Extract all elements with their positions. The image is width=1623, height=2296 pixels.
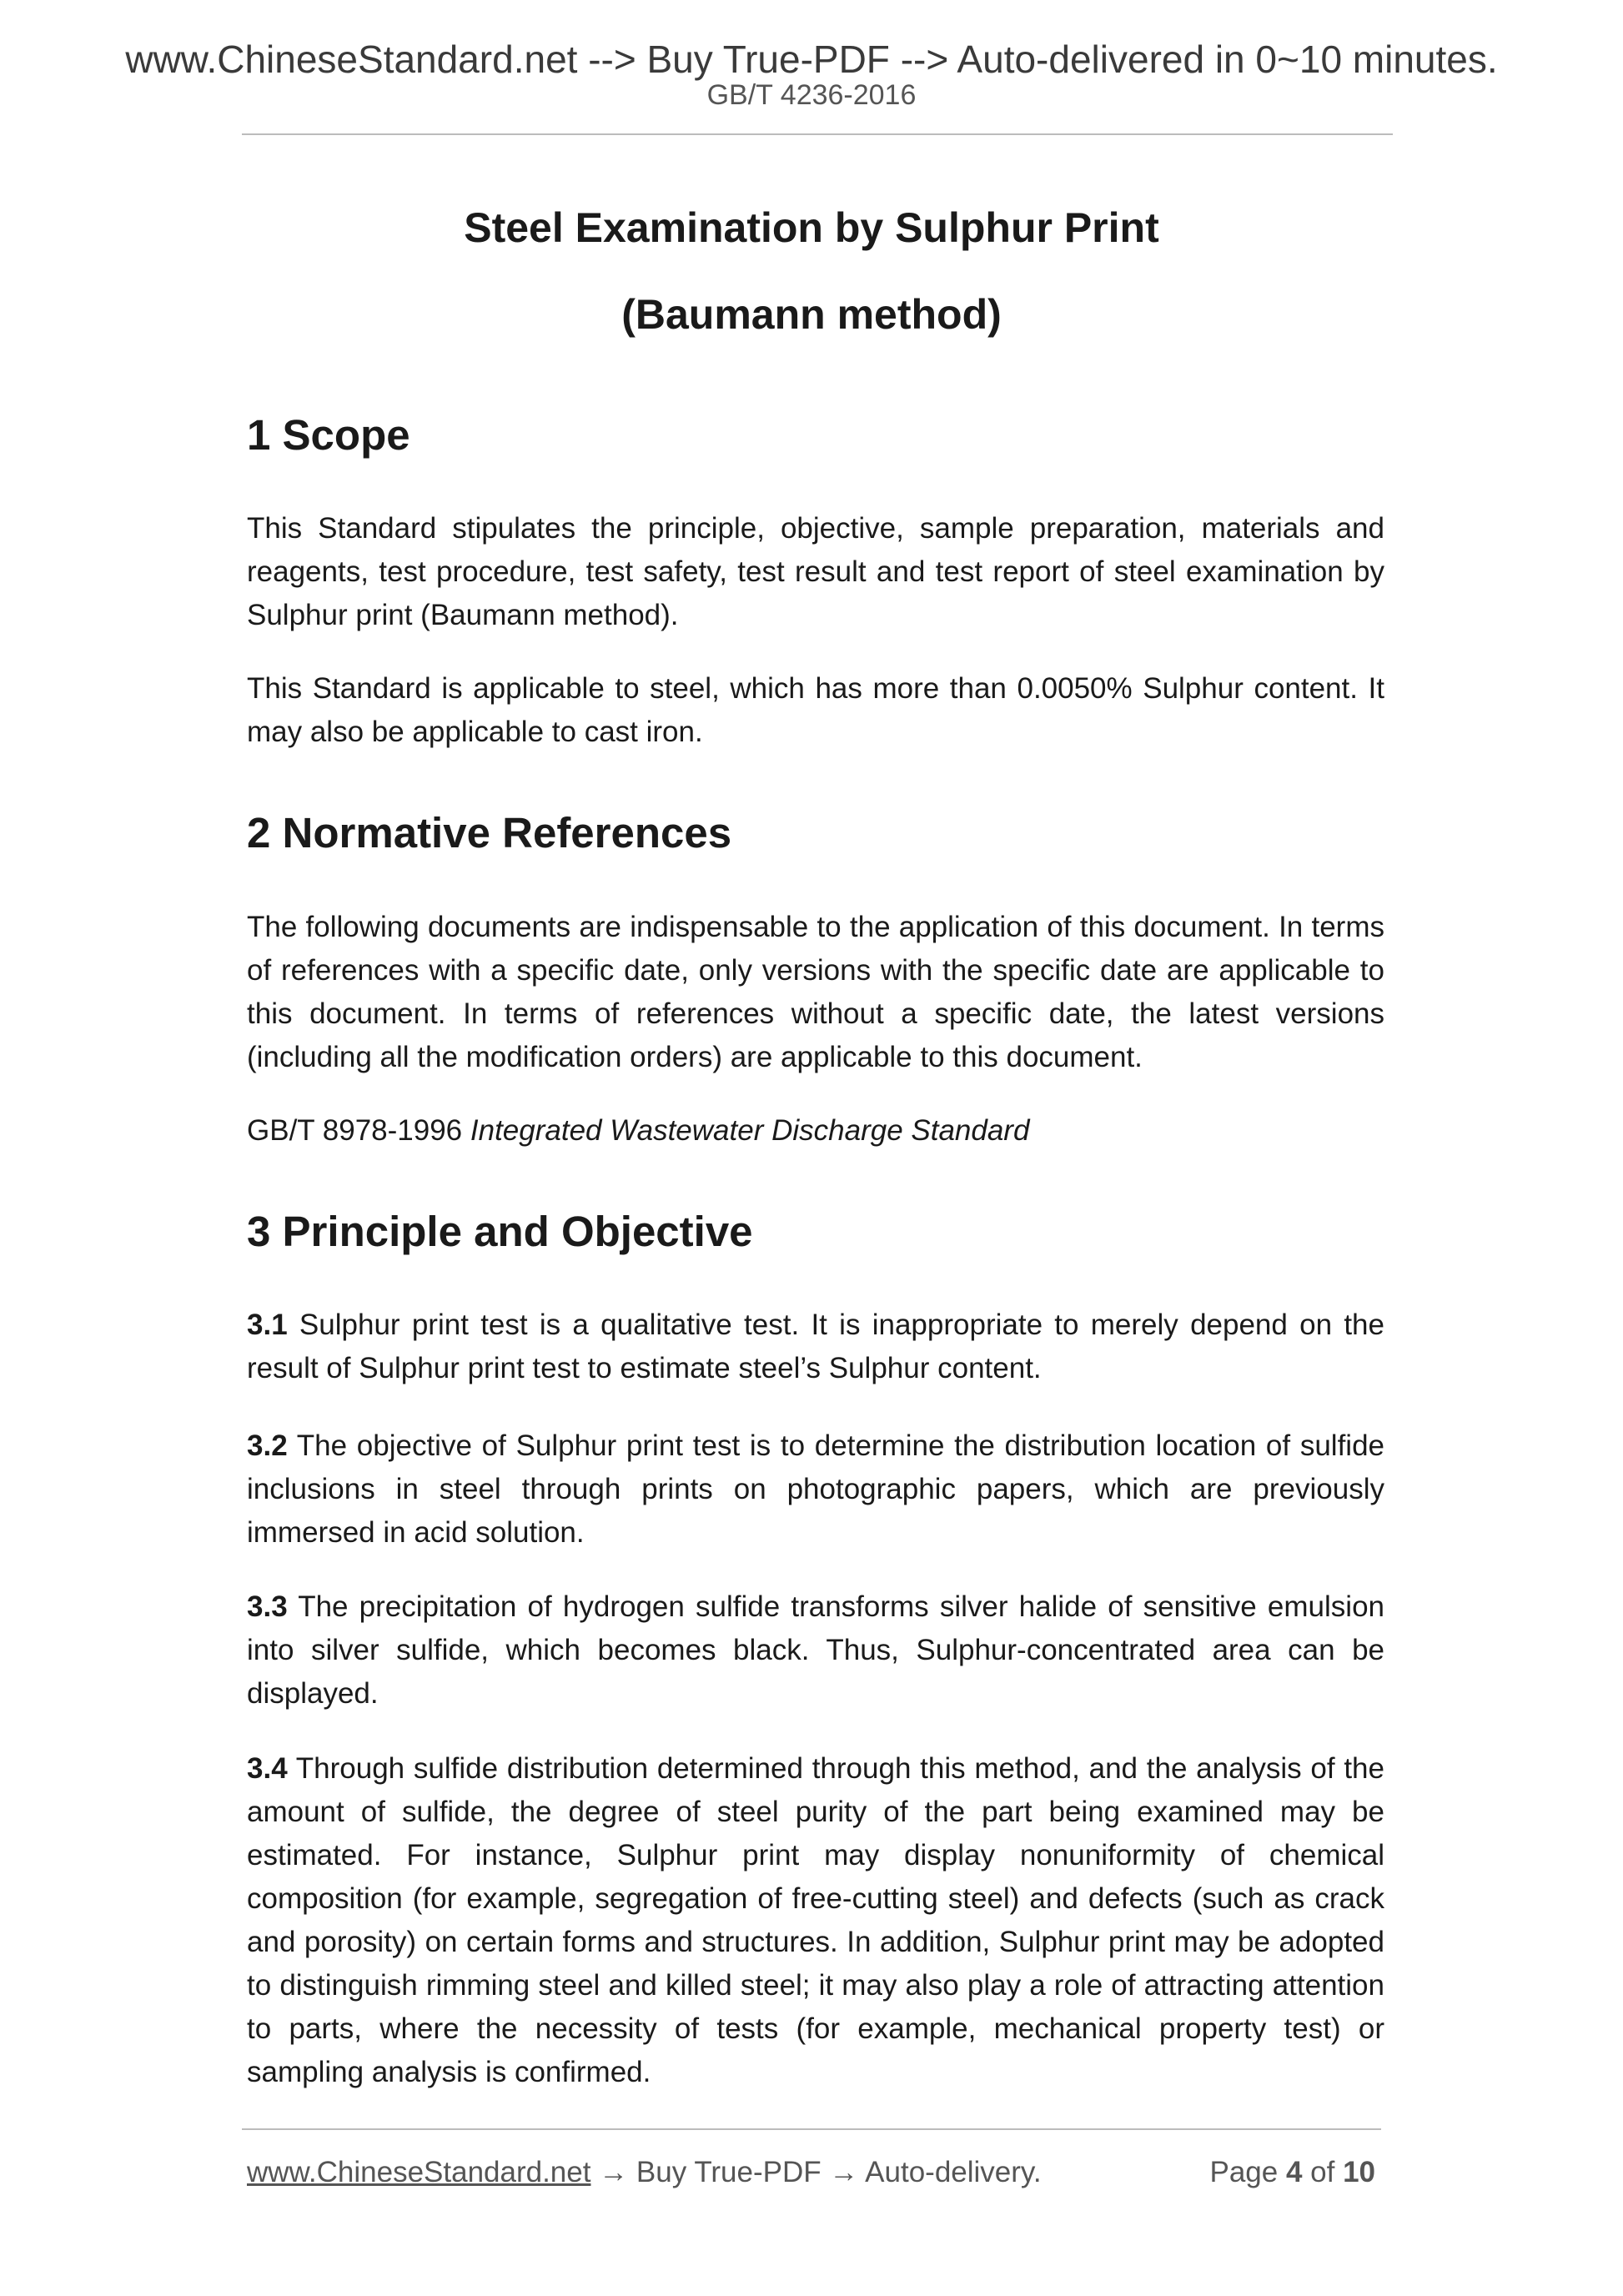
section-principle xyxy=(247,1210,1384,1253)
normative-paragraph-wrap xyxy=(247,906,1384,1079)
clause-number: 3.1 xyxy=(247,1309,288,1341)
clause-3-2 xyxy=(247,1424,1384,1555)
document-title: Steel Examination by Sulphur Print xyxy=(464,204,1159,251)
clause-number: 3.3 xyxy=(247,1590,288,1623)
scope-paragraph-1-wrap xyxy=(247,507,1384,637)
footer-divider xyxy=(242,2128,1381,2130)
header-banner: www.ChineseStandard.net --> Buy True-PDF --> Auto-delivered in 0~10 minutes. xyxy=(125,38,1498,81)
clause-3-1 xyxy=(247,1304,1384,1390)
section-heading-normative: 2 Normative References xyxy=(247,809,732,857)
reference-code: GB/T 8978-1996 xyxy=(247,1114,470,1147)
page-number: 4 xyxy=(1285,2156,1303,2188)
clause-number: 3.2 xyxy=(247,1429,288,1462)
clause-number: 3.4 xyxy=(247,1752,288,1785)
section-heading-principle: 3 Principle and Objective xyxy=(247,1208,753,1255)
standard-code: GB/T 4236-2016 xyxy=(706,79,917,111)
clause-text: Through sulfide distribution determined through this method, and the analysis of the amount of sulfide, the degree of steel purity of the part being examined may be estimated. For instance, Sulphur print may display nonuniformity of chemical composition (for example, segregation of free-cutting steel) and defects (such as crack and porosity) on certain forms and structures. In addition, Sulphur print may be adopted to distinguish rimming steel and killed steel; it may also play a role of attracting attention to parts, where the necessity of tests (for example, mechanical property test) or sampling analysis is confirmed. xyxy=(247,1752,1384,2088)
clause-3-4 xyxy=(247,1747,1384,2094)
normative-reference xyxy=(247,1109,1384,1153)
footer-website-link[interactable]: www.ChineseStandard.net xyxy=(247,2156,591,2188)
clause-text: The precipitation of hydrogen sulfide transforms silver halide of sensitive emulsion into silver sulfide, which becomes black. Thus, Sulphur-concentrated area can be displayed. xyxy=(247,1590,1384,1710)
section-scope xyxy=(247,411,1384,459)
clause-3-3 xyxy=(247,1585,1384,1716)
page-indicator xyxy=(1209,2158,1375,2187)
document-subtitle: (Baumann method) xyxy=(621,291,1002,338)
header-divider xyxy=(242,133,1393,135)
scope-paragraph-2-wrap xyxy=(247,667,1384,754)
scope-paragraph-2: This Standard is applicable to steel, which has more than 0.0050% Sulphur content. It may also be applicable to cast iron. xyxy=(247,672,1384,748)
footer-promo-text: → Buy True-PDF → Auto-delivery. xyxy=(590,2156,1042,2188)
section-heading-scope: 1 Scope xyxy=(247,411,410,459)
footer-promo xyxy=(247,2158,1042,2187)
reference-title: Integrated Wastewater Discharge Standard xyxy=(470,1114,1030,1147)
normative-paragraph: The following documents are indispensable to the application of this document. In terms of references with a specific date, only versions with the specific date are applicable to this document. In terms of references without a specific date, the latest versions (including all the modification orders) are applicable to this document. xyxy=(247,911,1384,1073)
scope-paragraph-1: This Standard stipulates the principle, objective, sample preparation, materials and reagents, test procedure, test safety, test result and test report of steel examination by Sulphur print (Baumann method). xyxy=(247,512,1384,631)
section-normative xyxy=(247,809,1384,857)
page-label: Page xyxy=(1209,2156,1286,2188)
clause-text: The objective of Sulphur print test is to determine the distribution location of sulfide inclusions in steel through prints on photographic papers, which are previously immersed in acid solution. xyxy=(247,1429,1384,1549)
clause-text: Sulphur print test is a qualitative test. It is inappropriate to merely depend on the result of Sulphur print test to estimate steel’s Sulphur content. xyxy=(247,1309,1384,1384)
of-label: of xyxy=(1302,2156,1344,2188)
page-total: 10 xyxy=(1343,2156,1375,2188)
